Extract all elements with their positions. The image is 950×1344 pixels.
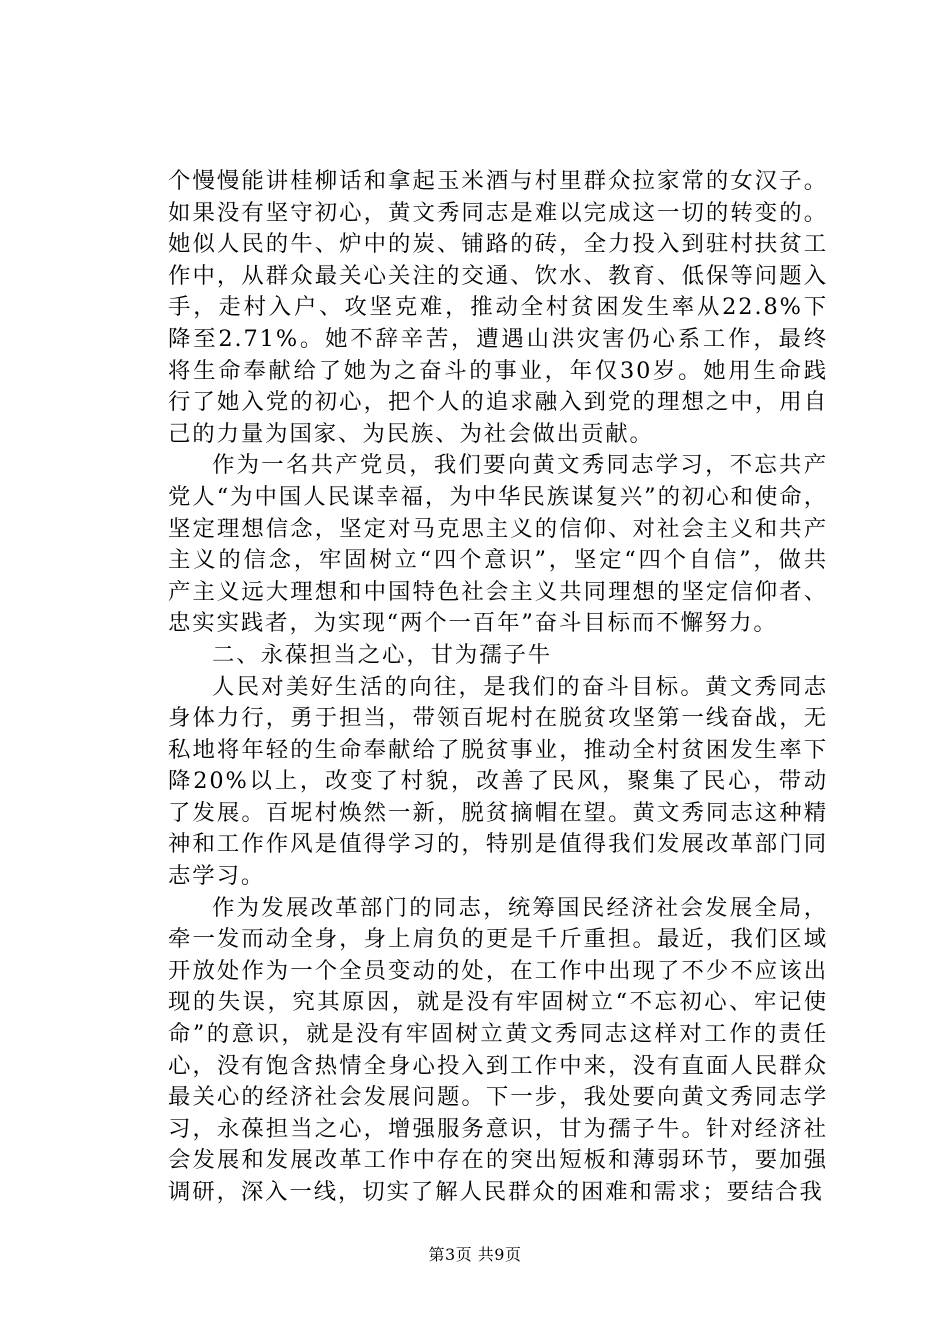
paragraph-people-aspiration: 人民对美好生活的向往，是我们的奋斗目标。黄文秀同志身体力行，勇于担当，带领百坭村在脱贫攻坚第一线奋战，无私地将年轻的生命奉献给了脱贫事业，推动全村贫困发生率下降20%以上，改变了村貌，改善了民风，聚集了民心，带动了发展。百坭村焕然一新，脱贫摘帽在望。黄文秀同志这种精神和工作作风是值得学习的，特别是值得我们发展改革部门同志学习。 — [168, 673, 828, 890]
paragraph-party-member: 作为一名共产党员，我们要向黄文秀同志学习，不忘共产党人“为中国人民谋幸福，为中华民族谋复兴”的初心和使命，坚定理想信念，坚定对马克思主义的信仰、对社会主义和共产主义的信念，牢固树立“四个意识”，坚定“四个自信”，做共产主义远大理想和中国特色社会主义共同理想的坚定信仰者、忠实实践者，为实现“两个一百年”奋斗目标而不懈努力。 — [168, 452, 828, 637]
page-number: 第3页 共9页 — [428, 1245, 522, 1264]
document-body — [168, 166, 828, 1209]
paragraph-continuation: 个慢慢能讲桂柳话和拿起玉米酒与村里群众拉家常的女汉子。如果没有坚守初心，黄文秀同志是难以完成这一切的转变的。她似人民的牛、炉中的炭、铺路的砖，全力投入到驻村扶贫工作中，从群众最关心关注的交通、饮水、教育、低保等问题入手，走村入户、攻坚克难，推动全村贫困发生率从22.8%下降至2.71%。她不辞辛苦，遭遇山洪灾害仍心系工作，最终将生命奉献给了她为之奋斗的事业，年仅30岁。她用生命践行了她入党的初心，把个人的追求融入到党的理想之中，用自己的力量为国家、为民族、为社会做出贡献。 — [168, 168, 828, 447]
paragraph-reform-department: 作为发展改革部门的同志，统筹国民经济社会发展全局，牵一发而动全身，身上肩负的更是千斤重担。最近，我们区域开放处作为一个全员变动的处，在工作中出现了不少不应该出现的失误，究其原因，就是没有牢固树立“不忘初心、牢记使命”的意识，就是没有牢固树立黄文秀同志这样对工作的责任心，没有饱含热情全身心投入到工作中来，没有直面人民群众最关心的经济社会发展问题。下一步，我处要向黄文秀同志学习，永葆担当之心，增强服务意识，甘为孺子牛。针对经济社会发展和发展改革工作中存在的突出短板和薄弱环节，要加强调研，深入一线，切实了解人民群众的困难和需求；要结合我 — [168, 894, 828, 1205]
section-heading: 二、永葆担当之心，甘为孺子牛 — [212, 641, 553, 668]
